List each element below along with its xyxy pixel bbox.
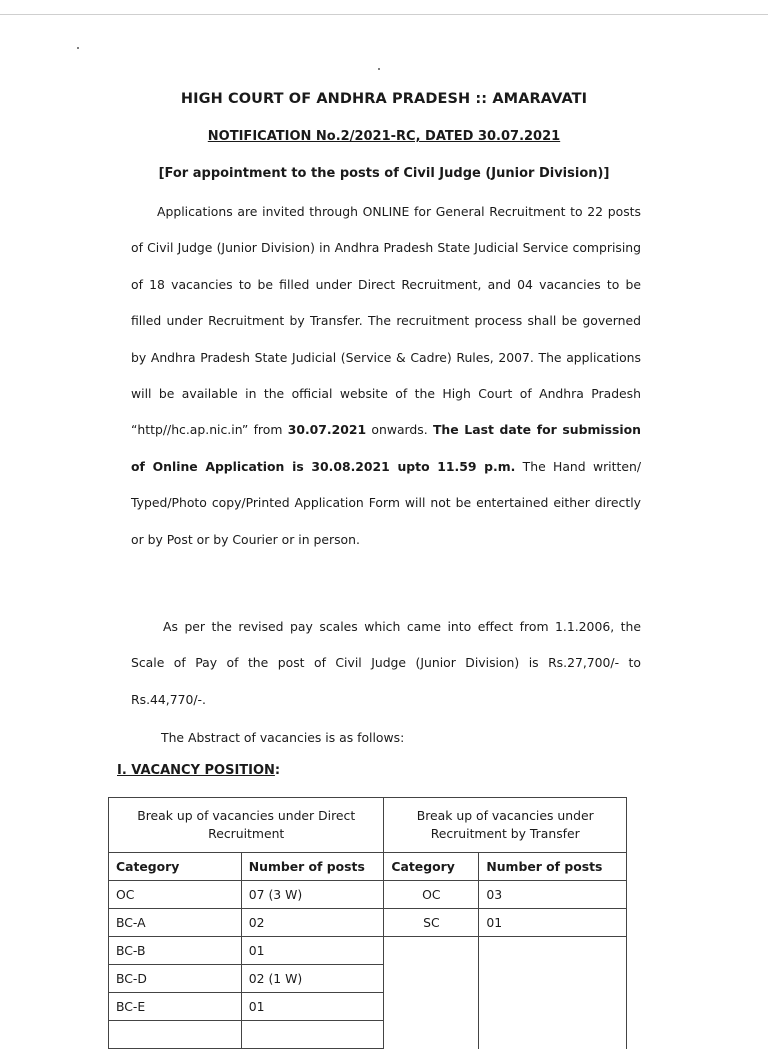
direct-category-cell: BC-B xyxy=(109,937,242,965)
transfer-posts-cell: 01 xyxy=(479,909,627,937)
transfer-category-cell: SC xyxy=(384,909,479,937)
transfer-posts-cell: 03 xyxy=(479,881,627,909)
direct-recruitment-header: Break up of vacancies under Direct Recruitment xyxy=(109,798,384,853)
direct-category-cell: OC xyxy=(109,881,242,909)
column-header-posts: Number of posts xyxy=(479,853,627,881)
empty-cell xyxy=(384,1021,479,1049)
transfer-category-cell: OC xyxy=(384,881,479,909)
direct-category-cell: BC-E xyxy=(109,993,242,1021)
column-header-category: Category xyxy=(109,853,242,881)
direct-posts-cell xyxy=(241,1021,384,1049)
paragraph-abstract: The Abstract of vacancies is as follows: xyxy=(161,730,405,745)
notification-number: NOTIFICATION No.2/2021-RC, DATED 30.07.2021 xyxy=(207,129,561,144)
table-header-row xyxy=(109,798,627,853)
table-row xyxy=(109,881,627,909)
empty-cell xyxy=(384,965,479,993)
direct-posts-cell: 02 (1 W) xyxy=(241,965,384,993)
direct-posts-cell: 01 xyxy=(241,993,384,1021)
direct-posts-cell: 01 xyxy=(241,937,384,965)
direct-category-cell: BC-A xyxy=(109,909,242,937)
section-heading-vacancy: I. VACANCY POSITION: xyxy=(117,763,281,778)
direct-posts-cell: 07 (3 W) xyxy=(241,881,384,909)
scan-speck xyxy=(77,47,79,49)
empty-cell xyxy=(384,993,479,1021)
table-row xyxy=(109,937,627,965)
vacancy-table xyxy=(108,797,627,1049)
document-title: HIGH COURT OF ANDHRA PRADESH :: AMARAVATI xyxy=(180,91,588,107)
scan-speck xyxy=(378,68,380,70)
table-row xyxy=(109,909,627,937)
empty-transfer-block xyxy=(479,937,627,1049)
paragraph-applications: Applications are invited through ONLINE for General Recruitment to 22 posts of Civil Judge (Junior Division) in Andhra Pradesh State Judicial Service comprising of 18 vacancies to be filled under Direct Recruitment, and 04 vacancies to be filled under Recruitment by Transfer. The recruitment process shall be governed by Andhra Pradesh State Judicial (Service & Cadre) Rules, 2007. The applications will be available in the official website of the High Court of Andhra Pradesh “http//hc.ap.nic.in” from 30.07.2021 onwards. The Last date for submission of Online Application is 30.08.2021 upto 11.59 p.m. The Hand written/ Typed/Photo copy/Printed Application Form will not be entertained either directly or by Post or by Courier or in person. xyxy=(131,204,641,547)
paragraph-pay-scale: As per the revised pay scales which came into effect from 1.1.2006, the Scale of Pay of the post of Civil Judge (Junior Division) is Rs.27,700/- to Rs.44,770/-. xyxy=(131,619,641,707)
column-header-posts: Number of posts xyxy=(241,853,384,881)
notification-subtitle: [For appointment to the posts of Civil Judge (Junior Division)] xyxy=(158,166,610,181)
column-header-category: Category xyxy=(384,853,479,881)
table-column-header-row xyxy=(109,853,627,881)
direct-category-cell: BC-D xyxy=(109,965,242,993)
empty-cell xyxy=(384,937,479,965)
direct-category-cell xyxy=(109,1021,242,1049)
transfer-recruitment-header: Break up of vacancies under Recruitment by Transfer xyxy=(384,798,627,853)
direct-posts-cell: 02 xyxy=(241,909,384,937)
scan-edge-line xyxy=(0,14,768,15)
